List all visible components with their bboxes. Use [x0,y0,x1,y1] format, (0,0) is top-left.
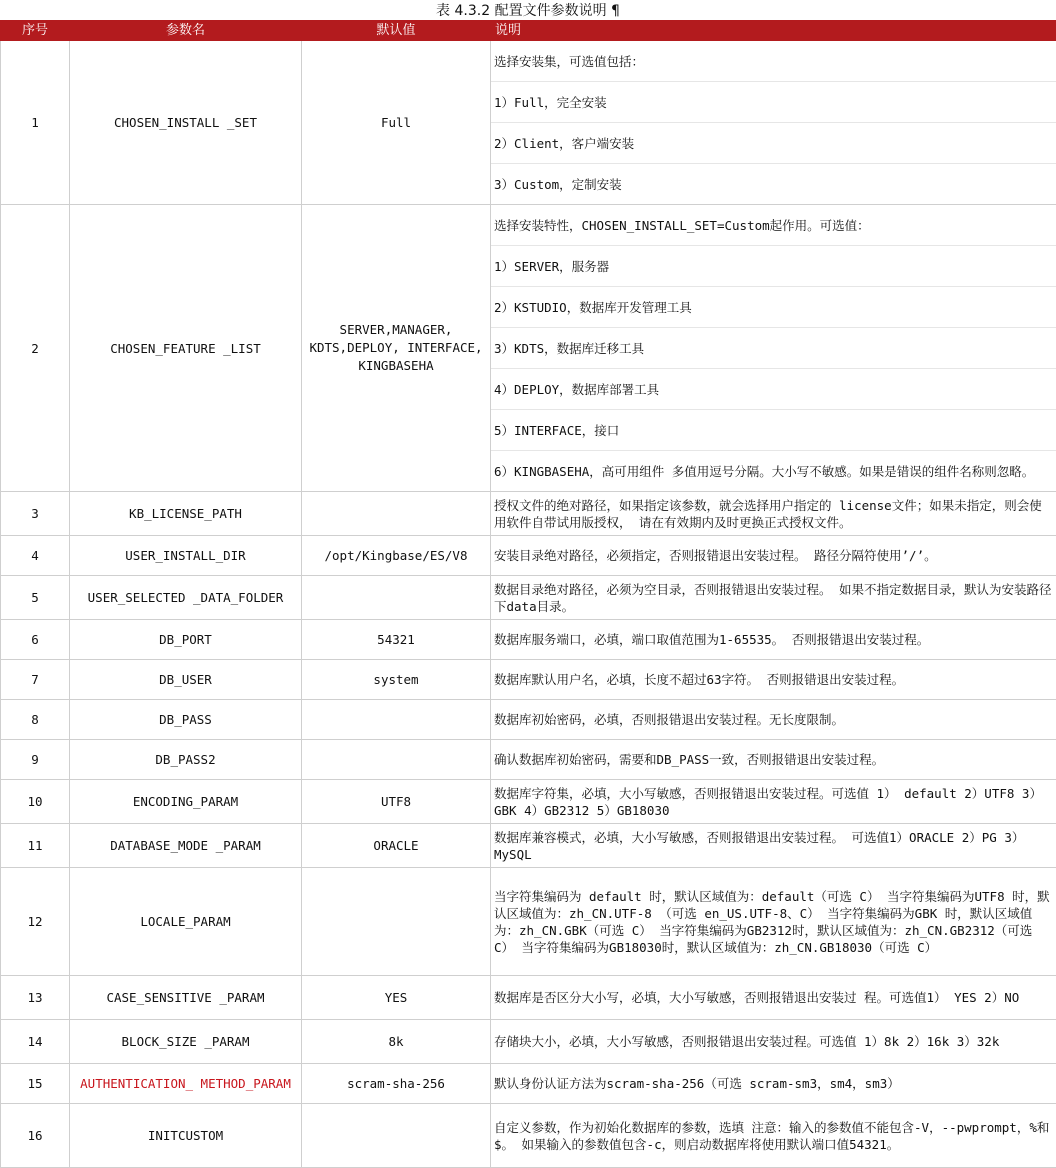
row-param-name: DB_PASS [70,700,302,740]
table-row [1,824,1056,868]
header-desc: 说明 [491,21,1056,41]
row-no: 6 [1,620,70,660]
description-line: 选择安装集，可选值包括： [491,41,1056,82]
row-param-name: LOCALE_PARAM [70,868,302,976]
row-no: 12 [1,868,70,976]
row-description: 默认身份认证方法为scram-sha-256（可选 scram-sm3，sm4，sm3） [491,1064,1056,1104]
description-line: 2）KSTUDIO，数据库开发管理工具 [491,287,1056,328]
description-line: 6）KINGBASEHA，高可用组件 多值用逗号分隔。大小写不敏感。如果是错误的组件名称则忽略。 [491,451,1056,491]
row-default-value [302,740,491,780]
row-no: 16 [1,1104,70,1168]
row-description [491,205,1056,492]
table-row [1,740,1056,780]
row-default-value: 54321 [302,620,491,660]
row-no: 13 [1,976,70,1020]
description-line: 3）Custom，定制安装 [491,164,1056,204]
table-row [1,868,1056,976]
row-description: 数据库初始密码，必填，否则报错退出安装过程。无长度限制。 [491,700,1056,740]
table-row [1,1064,1056,1104]
table-row [1,700,1056,740]
row-param-name: AUTHENTICATION_ METHOD_PARAM [70,1064,302,1104]
row-default-value: scram-sha-256 [302,1064,491,1104]
parameter-table [0,20,1056,1168]
row-description: 安装目录绝对路径，必须指定，否则报错退出安装过程。 路径分隔符使用’/’。 [491,536,1056,576]
row-default-value: UTF8 [302,780,491,824]
row-description: 数据库字符集，必填，大小写敏感，否则报错退出安装过程。可选值 1） default 2）UTF8 3）GBK 4）GB2312 5）GB18030 [491,780,1056,824]
row-default-value [302,868,491,976]
description-line: 5）INTERFACE，接口 [491,410,1056,451]
row-description: 授权文件的绝对路径，如果指定该参数，就会选择用户指定的 license文件；如果未指定，则会使用软件自带试用版授权， 请在有效期内及时更换正式授权文件。 [491,492,1056,536]
table-row [1,492,1056,536]
row-default-value: Full [302,41,491,205]
row-param-name: DB_PASS2 [70,740,302,780]
row-no: 7 [1,660,70,700]
header-name: 参数名 [70,21,302,41]
table-caption: 表 4.3.2 配置文件参数说明 ¶ [0,0,1056,20]
description-line: 4）DEPLOY，数据库部署工具 [491,369,1056,410]
row-param-name: ENCODING_PARAM [70,780,302,824]
row-param-name: CASE_SENSITIVE _PARAM [70,976,302,1020]
row-default-value [302,1104,491,1168]
row-param-name: USER_SELECTED _DATA_FOLDER [70,576,302,620]
row-description: 数据库是否区分大小写，必填，大小写敏感，否则报错退出安装过 程。可选值1） YES 2）NO [491,976,1056,1020]
row-param-name: USER_INSTALL_DIR [70,536,302,576]
header-default: 默认值 [302,21,491,41]
row-no: 9 [1,740,70,780]
row-default-value: /opt/Kingbase/ES/V8 [302,536,491,576]
row-no: 14 [1,1020,70,1064]
description-line: 3）KDTS，数据库迁移工具 [491,328,1056,369]
table-row [1,205,1056,492]
table-row [1,1104,1056,1168]
row-no: 4 [1,536,70,576]
row-param-name: CHOSEN_INSTALL _SET [70,41,302,205]
row-description: 自定义参数，作为初始化数据库的参数，选填 注意：输入的参数值不能包含-V，--pwprompt，%和$。 如果输入的参数值包含-c，则启动数据库将使用默认端口值54321。 [491,1104,1056,1168]
table-row [1,41,1056,205]
row-default-value: ORACLE [302,824,491,868]
row-default-value [302,576,491,620]
row-no: 5 [1,576,70,620]
row-description: 存储块大小，必填，大小写敏感，否则报错退出安装过程。可选值 1）8k 2）16k 3）32k [491,1020,1056,1064]
row-description [491,41,1056,205]
table-row [1,620,1056,660]
row-param-name: DB_PORT [70,620,302,660]
row-no: 8 [1,700,70,740]
table-row [1,780,1056,824]
row-default-value: SERVER,MANAGER, KDTS,DEPLOY, INTERFACE, KINGBASEHA [305,321,487,375]
row-no: 10 [1,780,70,824]
table-row [1,1020,1056,1064]
description-line: 选择安装特性，CHOSEN_INSTALL_SET=Custom起作用。可选值： [491,205,1056,246]
row-description: 当字符集编码为 default 时，默认区域值为：default（可选 C） 当字符集编码为UTF8 时，默认区域值为：zh_CN.UTF-8 （可选 en_US.UTF-8、C） 当字符集编码为GBK 时，默认区域值为：zh_CN.GBK（可选 C） 当字符集编码为GB2312时，默认区域值为：zh_CN.GB2312（可选 C） 当字符集编码为GB18030时，默认区域值为：zh_CN.GB18030（可选 C） [491,868,1056,976]
table-row [1,536,1056,576]
table-header-row [1,21,1056,41]
row-no: 15 [1,1064,70,1104]
row-param-name: DATABASE_MODE _PARAM [70,824,302,868]
row-default-value [302,700,491,740]
header-no: 序号 [1,21,70,41]
row-param-name: KB_LICENSE_PATH [70,492,302,536]
table-row [1,976,1056,1020]
row-default-value: 8k [302,1020,491,1064]
description-line: 1）Full，完全安装 [491,82,1056,123]
row-default-value: YES [302,976,491,1020]
row-description: 数据库服务端口，必填，端口取值范围为1-65535。 否则报错退出安装过程。 [491,620,1056,660]
row-param-name: CHOSEN_FEATURE _LIST [70,205,302,492]
row-description: 确认数据库初始密码，需要和DB_PASS一致，否则报错退出安装过程。 [491,740,1056,780]
row-no: 3 [1,492,70,536]
table-row [1,660,1056,700]
row-param-name: BLOCK_SIZE _PARAM [70,1020,302,1064]
row-param-name: DB_USER [70,660,302,700]
description-line: 2）Client，客户端安装 [491,123,1056,164]
row-no: 1 [1,41,70,205]
description-line: 1）SERVER，服务器 [491,246,1056,287]
row-default-value: system [302,660,491,700]
row-no: 2 [1,205,70,492]
row-description: 数据库兼容模式，必填，大小写敏感，否则报错退出安装过程。 可选值1）ORACLE 2）PG 3） MySQL [491,824,1056,868]
row-description: 数据库默认用户名，必填，长度不超过63字符。 否则报错退出安装过程。 [491,660,1056,700]
row-no: 11 [1,824,70,868]
row-description: 数据目录绝对路径，必须为空目录，否则报错退出安装过程。 如果不指定数据目录，默认为安装路径下data目录。 [491,576,1056,620]
table-row [1,576,1056,620]
row-param-name: INITCUSTOM [70,1104,302,1168]
row-default-value [302,492,491,536]
